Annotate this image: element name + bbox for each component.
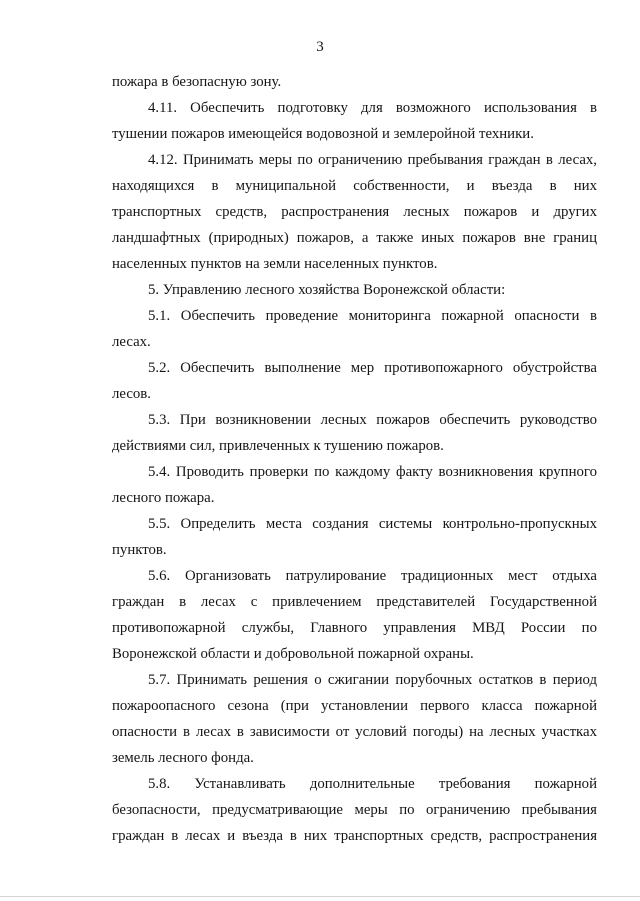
- text-line: лесного пожара.: [112, 490, 215, 506]
- scan-edge-line: [0, 896, 640, 897]
- text-line: тушении пожаров имеющейся водовозной и землеройной техники.: [112, 126, 534, 142]
- text-line: 5.2. Обеспечить выполнение мер противопожарного обустройства: [148, 360, 597, 376]
- text-line: ландшафтных (природных) пожаров, а также иных пожаров вне границ: [112, 230, 597, 246]
- document-body: [112, 69, 597, 849]
- text-line: противопожарной службы, Главного управления МВД России по: [112, 620, 597, 636]
- text-line: пожароопасного сезона (при установлении первого класса пожарной: [112, 698, 597, 714]
- text-line: 5.8. Устанавливать дополнительные требования пожарной: [148, 776, 597, 792]
- text-line: земель лесного фонда.: [112, 750, 254, 766]
- text-line: граждан в лесах с привлечением представителей Государственной: [112, 594, 597, 610]
- text-line: граждан в лесах и въезда в них транспортных средств, распространения: [112, 828, 597, 844]
- text-line: опасности в лесах в зависимости от условий погоды) на лесных участках: [112, 724, 597, 740]
- text-line: безопасности, предусматривающие меры по ограничению пребывания: [112, 802, 597, 818]
- text-line: 5. Управлению лесного хозяйства Воронежской области:: [148, 282, 506, 298]
- text-line: транспортных средств, распространения лесных пожаров и других: [112, 204, 597, 220]
- text-line: 4.11. Обеспечить подготовку для возможного использования в: [148, 100, 597, 116]
- text-line: 5.7. Принимать решения о сжигании порубочных остатков в период: [148, 672, 597, 688]
- text-line: 5.3. При возникновении лесных пожаров обеспечить руководство: [148, 412, 597, 428]
- text-line: Воронежской области и добровольной пожарной охраны.: [112, 646, 474, 662]
- text-line: 5.6. Организовать патрулирование традиционных мест отдыха: [148, 568, 597, 584]
- text-line: 5.5. Определить места создания системы контрольно-пропускных: [148, 516, 597, 532]
- page-number: 3: [316, 39, 324, 55]
- text-line: лесов.: [112, 386, 151, 402]
- text-line: пунктов.: [112, 542, 167, 558]
- text-line: находящихся в муниципальной собственности, и въезда в них: [112, 178, 597, 194]
- text-line: населенных пунктов на земли населенных пунктов.: [112, 256, 438, 272]
- text-line: пожара в безопасную зону.: [112, 74, 282, 90]
- text-line: 5.1. Обеспечить проведение мониторинга пожарной опасности в: [148, 308, 597, 324]
- text-line: лесах.: [112, 334, 151, 350]
- text-line: 4.12. Принимать меры по ограничению пребывания граждан в лесах,: [148, 152, 597, 168]
- text-line: действиями сил, привлеченных к тушению пожаров.: [112, 438, 444, 454]
- text-line: 5.4. Проводить проверки по каждому факту возникновения крупного: [148, 464, 597, 480]
